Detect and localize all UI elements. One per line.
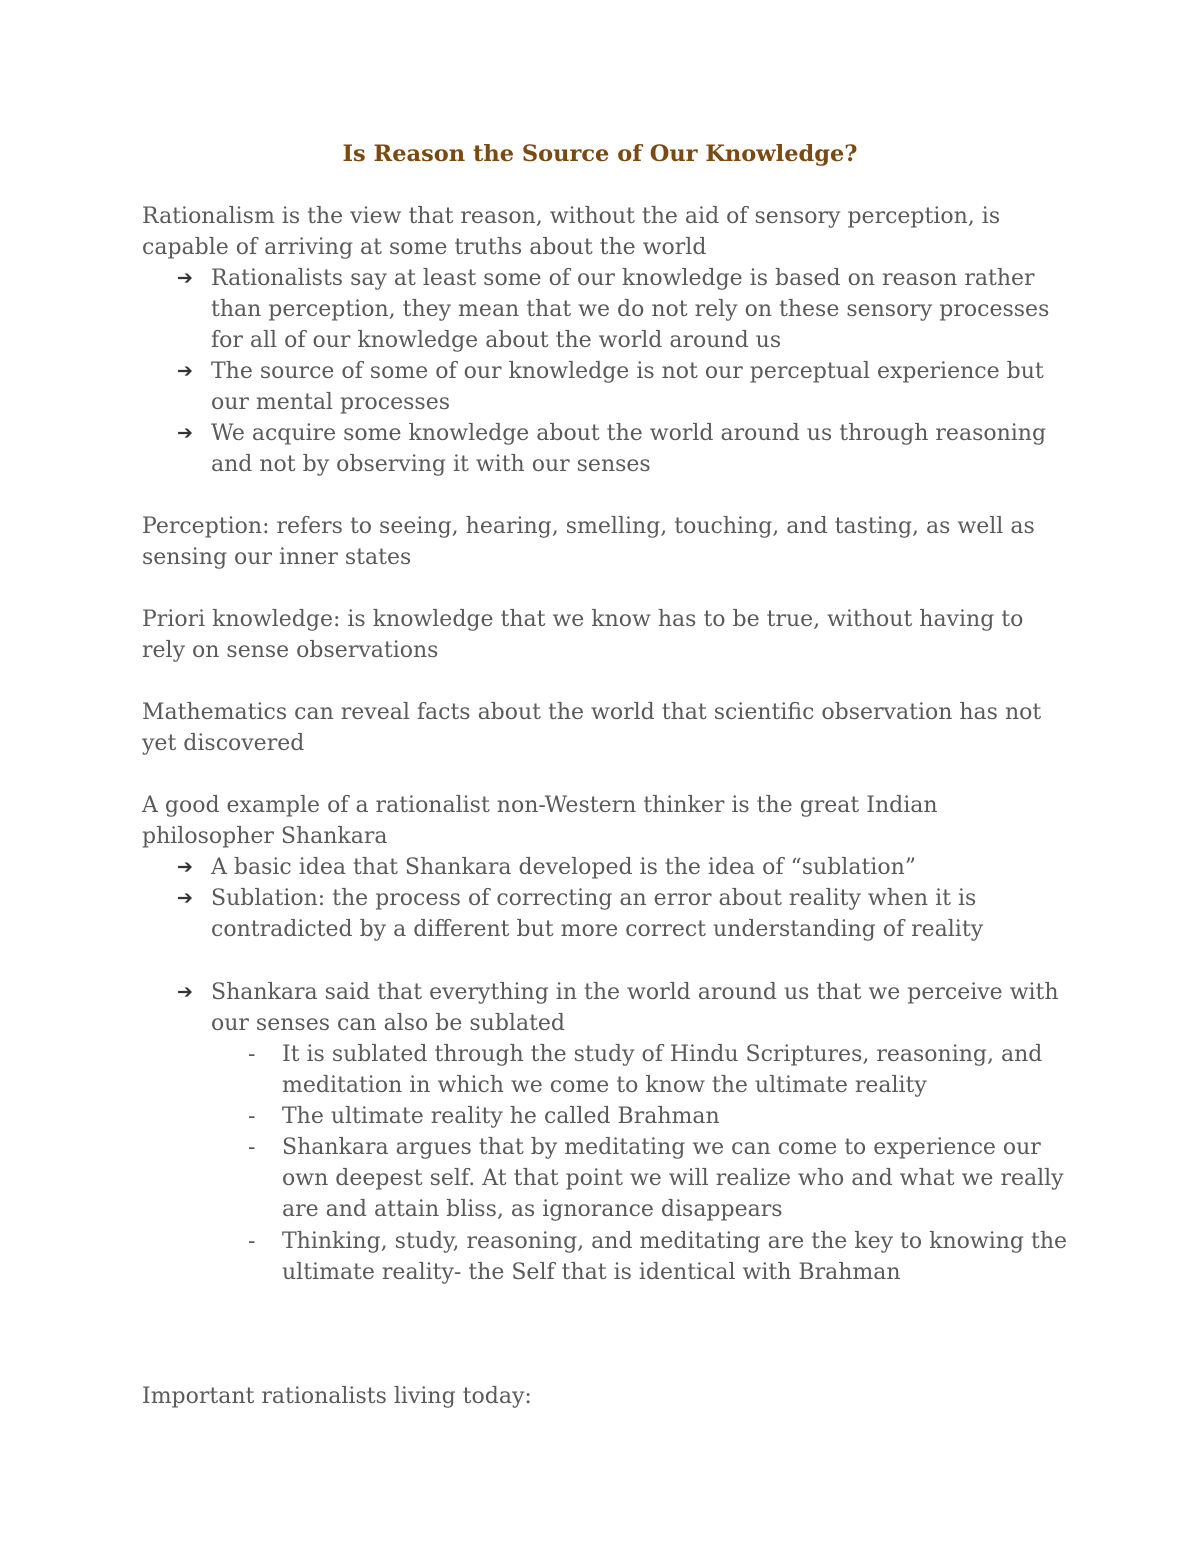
- sub-list-item-text: Shankara argues that by meditating we can come to experience our own deepest self. At that point we will realize who and what we really are and attain bliss, as ignorance disappears: [282, 1135, 1064, 1222]
- list-item: [177, 977, 1061, 1039]
- sub-list-item-text: It is sublated through the study of Hindu Scriptures, reasoning, and meditation in which we come to know the ultimate reality: [282, 1042, 1043, 1098]
- arrow-bullet-icon: ➔: [177, 856, 193, 878]
- list-item-text: We acquire some knowledge about the world around us through reasoning and not by observing it with our senses: [211, 421, 1047, 477]
- arrow-bullet-icon: ➔: [177, 360, 193, 382]
- closing-line: Important rationalists living today:: [142, 1384, 532, 1409]
- dash-bullet-icon: -: [248, 1229, 256, 1254]
- sub-list-item: [248, 1226, 1072, 1288]
- arrow-bullet-icon: ➔: [177, 887, 193, 909]
- perception-definition: Perception: refers to seeing, hearing, smelling, touching, and tasting, as well as sensing our inner states: [142, 514, 1042, 570]
- list-item-text: A basic idea that Shankara developed is the idea of “sublation”: [211, 855, 916, 880]
- sub-list-item-text: Thinking, study, reasoning, and meditating are the key to knowing the ultimate reality- the Self that is identical with Brahman: [282, 1229, 1068, 1285]
- list-item: [177, 883, 1061, 945]
- list-item: [177, 852, 1061, 883]
- arrow-bullet-icon: ➔: [177, 422, 193, 444]
- arrow-bullet-icon: ➔: [177, 981, 193, 1003]
- dash-bullet-icon: -: [248, 1135, 256, 1160]
- list-item-text: Shankara said that everything in the world around us that we perceive with our senses can also be sublated: [211, 980, 1059, 1036]
- sub-list-item: [248, 1039, 1072, 1101]
- sub-list-item-text: The ultimate reality he called Brahman: [282, 1104, 720, 1129]
- list-item: [177, 263, 1061, 356]
- list-item: [177, 418, 1061, 480]
- sub-list-item: [248, 1132, 1072, 1225]
- dash-bullet-icon: -: [248, 1104, 256, 1129]
- list-item: [177, 356, 1061, 418]
- page-title: Is Reason the Source of Our Knowledge?: [342, 141, 858, 167]
- shankara-intro: A good example of a rationalist non-Western thinker is the great Indian philosopher Shankara: [142, 793, 945, 849]
- list-item-text: The source of some of our knowledge is not our perceptual experience but our mental processes: [211, 359, 1044, 415]
- list-item-text: Sublation: the process of correcting an error about reality when it is contradicted by a different but more correct understanding of reality: [211, 886, 984, 942]
- arrow-bullet-icon: ➔: [177, 267, 193, 289]
- sub-list-item: [248, 1101, 1072, 1132]
- mathematics-paragraph: Mathematics can reveal facts about the world that scientific observation has not yet discovered: [142, 700, 1049, 756]
- list-item-text: Rationalists say at least some of our knowledge is based on reason rather than perception, they mean that we do not rely on these sensory processes for all of our knowledge about the world around us: [211, 266, 1050, 353]
- priori-definition: Priori knowledge: is knowledge that we know has to be true, without having to rely on sense observations: [142, 607, 1031, 663]
- dash-bullet-icon: -: [248, 1042, 256, 1067]
- rationalism-intro: Rationalism is the view that reason, without the aid of sensory perception, is capable of arriving at some truths about the world: [142, 204, 1008, 260]
